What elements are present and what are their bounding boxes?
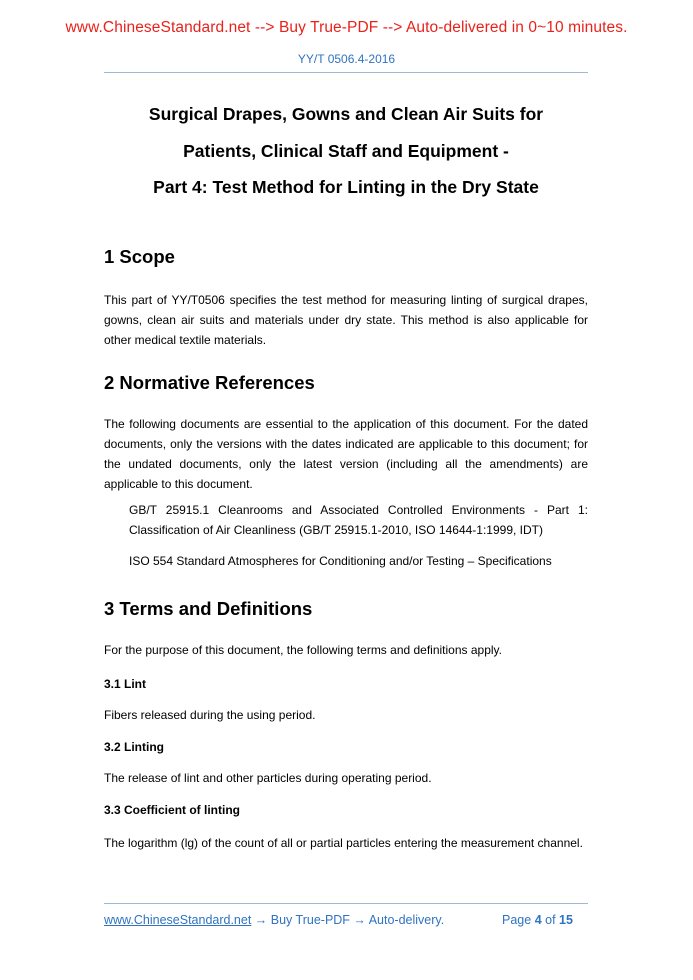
normative-intro-paragraph: The following documents are essential to the application of this document. For the dated documents, only the versions with the dates indicated are applicable to this document; for the undated documents, only the latest version (including all the amendments) are applicable to this document. <box>104 417 588 491</box>
page-label: Page <box>502 913 532 927</box>
of-label: of <box>545 913 556 927</box>
footer-purchase-text: → Buy True-PDF → Auto-delivery. <box>251 913 445 927</box>
document-title-line-1: Surgical Drapes, Gowns and Clean Air Suits for <box>148 104 544 124</box>
terms-intro-paragraph: For the purpose of this document, the following terms and definitions apply. <box>104 643 502 657</box>
document-title-line-3: Part 4: Test Method for Linting in the Dry State <box>153 177 539 197</box>
header-divider <box>104 72 588 73</box>
total-pages: 15 <box>559 913 573 927</box>
scope-paragraph: This part of YY/T0506 specifies the test method for measuring linting of surgical drapes, gowns, clean air suits and materials under dry state. This method is also applicable for other medical textile materials. <box>104 293 588 347</box>
normative-reference-1: GB/T 25915.1 Cleanrooms and Associated Controlled Environments - Part 1: Classification of Air Cleanliness (GB/T 25915.1-2010, ISO 14644-1:1999, IDT) <box>129 503 588 537</box>
term-definition-lint: Fibers released during the using period. <box>104 708 316 722</box>
term-heading-coefficient: 3.3 Coefficient of linting <box>104 803 241 817</box>
term-heading-lint: 3.1 Lint <box>104 677 147 691</box>
document-title-line-2: Patients, Clinical Staff and Equipment - <box>183 141 509 161</box>
standard-number-header: YY/T 0506.4-2016 <box>297 52 396 66</box>
term-definition-linting: The release of lint and other particles during operating period. <box>104 771 432 785</box>
term-heading-linting: 3.2 Linting <box>104 740 164 754</box>
footer-divider <box>104 903 588 904</box>
normative-reference-2: ISO 554 Standard Atmospheres for Conditioning and/or Testing – Specifications <box>129 554 552 568</box>
section-heading-scope: 1 Scope <box>104 246 175 267</box>
page-number: 4 <box>534 913 542 927</box>
footer-website-link[interactable]: www.ChineseStandard.net <box>104 913 252 927</box>
section-heading-normative-references: 2 Normative References <box>104 372 315 393</box>
top-banner[interactable]: www.ChineseStandard.net --> Buy True-PDF --> Auto-delivered in 0~10 minutes. <box>65 19 628 36</box>
footer-left <box>104 913 444 927</box>
term-definition-coefficient: The logarithm (lg) of the count of all or partial particles entering the measurement channel. <box>104 836 583 850</box>
section-heading-terms: 3 Terms and Definitions <box>104 598 313 619</box>
footer-page-indicator <box>502 913 573 927</box>
